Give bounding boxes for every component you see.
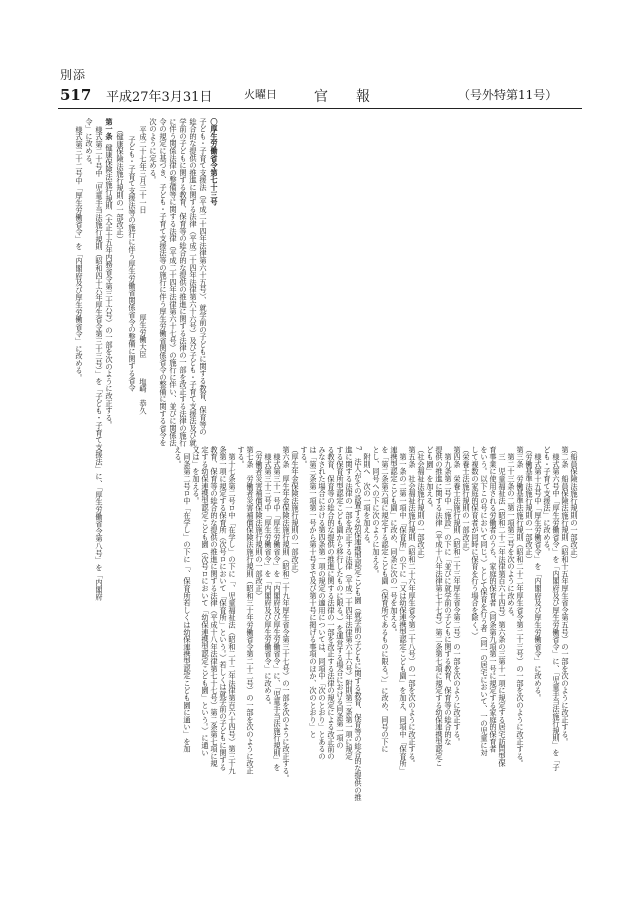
text-column: みなされた場合における第四条第一項の規定の適用については、同項中「次のとおり」とあるの: [318, 446, 327, 760]
article-subhead: （健康保険法施行規則の一部改正）: [116, 126, 125, 243]
text-column: 第三条 労働基準法施行規則（昭和二十二年厚生省令第二十三号）の一部を次のように改正する。: [516, 446, 525, 768]
text-column: 三 児童福祉法（昭和二十二年法律第百六十四号）第六条の三第十一項に規定する居宅訪問型保: [498, 446, 507, 768]
article-label: 第一条: [105, 118, 114, 140]
text-column: は「第三条第一項第一号から第十号まで及び第十号に掲げる事項のほか、次のとおり」と: [309, 446, 318, 738]
text-column: （社会福祉法施行規則の一部改正）: [417, 446, 426, 563]
text-column: 同条第二号ロ中「在学し」の下に「、保育所若しくは幼保連携型認定こども園に通い」を加: [183, 446, 192, 753]
text-column: 第九条第二号中「施設」の下に「並びに就学前の子どもに関する教育、保育等の総合的な: [444, 446, 453, 746]
text-column: して複数の家庭的保育者が同時に保育を行う場合を除く。）: [471, 446, 480, 640]
text-column: 様式第三十三号中「厚生労働省令」を「内閣府及び厚生労働省令」に改める。: [264, 446, 273, 709]
text-column: をいう。以下この号において同じ。）として保育を行う者（同一の居宅において、一の児童に対: [480, 446, 489, 757]
article-text: 様式第三十二号中「厚生労働省令」を「内閣府及び厚生労働省令」に改める。: [75, 126, 84, 382]
text-column: 第四条 栄養士法施行規則（昭和二十三年厚生省令第二号）の一部を次のように改正する。: [453, 446, 462, 746]
ordinance-name: 子ども・子育て支援法等の施行に伴う厚生労働省関係省令の整備に関する省令: [128, 136, 137, 392]
article-text: 令」に改める。: [85, 118, 94, 170]
text-column: 第六条 厚生年金保険法施行規則（昭和二十九年厚生省令第三十七号）の一部を次のように改正する。: [282, 446, 291, 782]
text-column: 第一条の二第一項中「保育所」の下に「又は幼保連携型認定こども園」を加え、同項中「保育所」: [399, 446, 408, 775]
text-column: 又は」を加える。: [192, 446, 201, 505]
text-column: する。: [300, 446, 309, 468]
articles-block: [58, 446, 582, 851]
text-column: 連携型認定こども園」に改め、同条に次の一号を加える。: [390, 446, 399, 636]
text-column: 育事業に使用される労働者のうち、家庭的保育者（同条第九項第一号に規定する家庭的保育者: [489, 446, 498, 753]
text-column: 様式第六号中「厚生労働省令」を「内閣府及び厚生労働省令」に、「児童手当法施行規則」を「子: [552, 446, 561, 771]
ordinance-title: 〇厚生労働省令第七十三号: [210, 118, 219, 206]
text-column: 定する幼保連携型認定こども園（次号ロにおいて「幼保連携型認定こども園」という。）に通い: [201, 446, 210, 757]
text-column: ども・子育て支援法」に改める。: [543, 446, 552, 556]
issue-weekday: 火曜日: [244, 88, 277, 101]
annex-label: 別添: [60, 68, 87, 82]
text-column: 教育、保育等の総合的な提供の推進に関する法律（平成十八年法律第七十七号）第二条第七項に規: [210, 446, 219, 768]
gazette-title: 官報: [314, 89, 398, 105]
text-column: える。: [174, 446, 183, 468]
issue-label: （号外特第11号）: [458, 88, 558, 102]
text-column: する保育所型認定こども園から移行したものに限る。）を運営する場合における同条第一項の: [336, 446, 345, 749]
text-column: 進に関する法律の一部を改正する法律（平成二十四年法律第六十六号）附則第三条第一項に規定: [345, 446, 354, 760]
ordinance-intro-line: 子ども・子育て支援法（平成二十四年法律第六十五号）、就学前の子どもに関する教育、保育等の: [199, 118, 208, 436]
text-column: 提供の推進に関する法律（平成十八年法律第七十七号）第二条第七項に規定する幼保連携型認定こ: [435, 446, 444, 768]
article-text: 様式第二十号中「児童手当法施行規則（昭和四十六年厚生省令第三十三号）」を「子ども・子育て支援法」に、「厚生労働省令第八号」を「内閣府: [95, 126, 104, 601]
text-column: （労働者災害補償保険法施行規則の一部改正）: [255, 446, 264, 600]
ordinance-date: 平成二十七年三月三十一日: [139, 126, 148, 214]
text-column: 附則へ 次の一項を加える。: [363, 446, 372, 549]
ordinance-intro-line: に伴う関係法律の整備等に関する法律（平成二十四年法律第六十七号）の施行に伴い、並びに関係法: [169, 118, 178, 447]
text-column: 第五条 社会福祉法施行規則（昭和二十六年厚生省令第二十八号）の一部を次のように改正する。: [408, 446, 417, 768]
text-column: 第七条 労働者災害補償保険法施行規則（昭和三十年労働省令第二十二号）の一部を次のように改正: [246, 446, 255, 775]
ordinance-intro-line: 令の規定に基づき、子ども・子育て支援法等の施行に伴う厚生労働省関係省令の整備に関する省令を: [159, 118, 168, 447]
text-column: とし、同号への下に次のように加える。: [372, 446, 381, 578]
text-column: ども園」を加える。: [426, 446, 435, 512]
text-column: 第二十三条の二第一項第三号を次のように改める。: [507, 446, 516, 622]
article-text: 健康保険法施行規則（大正十五年内務省令第三十六号）の一部を次のように改正する。: [105, 144, 114, 429]
text-column: （栄養士法施行規則の一部改正）: [462, 446, 471, 556]
issue-date: 平成27年3月31日: [106, 90, 213, 105]
text-column: （船員保険法施行規則の一部改正）: [570, 446, 579, 563]
ordinance-intro-line: 次のように定める。: [149, 118, 158, 184]
minister-name: 塩崎 恭久: [139, 378, 148, 415]
text-column: る教育、保育等の総合的な提供の推進に関する法律の一部を改正する法律の規定による改正前の: [327, 446, 336, 760]
gazette-header: [58, 86, 582, 109]
page-number: 517: [60, 86, 92, 104]
text-column: 様式第十五号中「厚生労働省令」を「内閣府及び厚生労働省令」に改める。: [534, 446, 543, 702]
text-column: 第十七条第二号ロ中「在学し」の下に「、児童福祉法（昭和二十二年法律第百六十四号）第三十九: [228, 446, 237, 775]
minister-title: 厚生労働大臣: [139, 314, 148, 358]
ordinance-intro-line: 総合的な提供の推進に関する法律（平成二十四年法律第六十六号）及び子ども・子育て支援法及び就: [189, 118, 198, 447]
text-column: （厚生年金保険法施行規則の一部改正）: [291, 446, 300, 578]
text-column: を「第二条第六項に規定する認定こども園（保育所であるものに限る。）」に改め、同号の下に: [381, 446, 390, 753]
ordinance-intro-line: 学前の子どもに関する教育、保育等の総合的な提供の推進に関する法律の一部を改正する法律の施行: [179, 118, 188, 447]
text-column: 様式第三十一号中「厚生労働省令」を「内閣府及び厚生労働省令」に、「児童手当法施行規則」を: [273, 446, 282, 771]
text-column: 7 法人がその設置する幼保連携型認定こども園（就学前の子どもに関する教育、保育等の総合的な提供の推: [354, 446, 363, 802]
text-column: 第二条 船員保険法施行規則（昭和十五年厚生省令第五号）の一部を次のように改正する。: [561, 446, 570, 746]
text-column: 条第一項に規定する保育所（次号ロにおいて「保育所」という。）若しくは就学前の子どもに関する: [219, 446, 228, 771]
text-column: （労働基準法施行規則の一部改正）: [525, 446, 534, 563]
text-column: する。: [237, 446, 246, 468]
